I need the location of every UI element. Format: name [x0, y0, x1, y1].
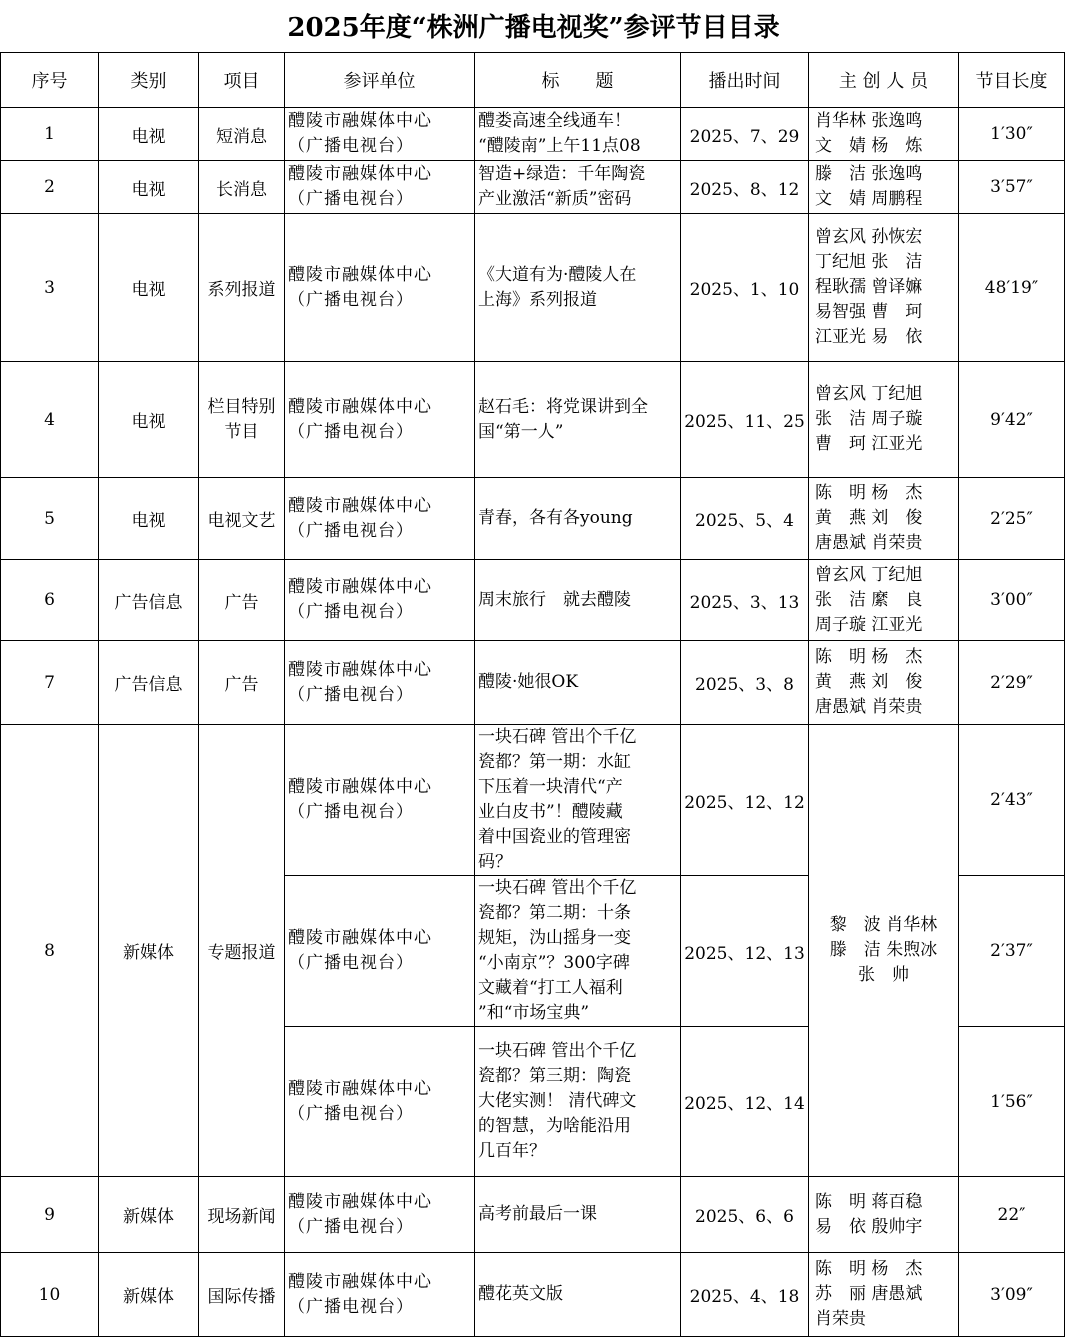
- table-row: [1, 560, 1065, 641]
- header-staff: 主 创 人 员: [809, 53, 959, 108]
- staff-line: 黄 燕 刘 俊: [815, 672, 923, 692]
- staff-line: 张 洁 縻 良: [815, 589, 923, 610]
- header-length: 节目长度: [959, 53, 1065, 108]
- cell-length: 3′57″: [959, 161, 1065, 214]
- cell-length: 22″: [959, 1177, 1065, 1253]
- staff-line: 张 帅: [858, 965, 909, 985]
- cell-staff: [809, 214, 959, 362]
- cell-category: 广告信息: [99, 641, 199, 725]
- cell-title: [475, 161, 681, 214]
- cell-title: [475, 108, 681, 161]
- staff-line: 陈 明 杨 杰: [815, 647, 923, 667]
- title-line: 青春，各有各young: [478, 508, 633, 528]
- cell-length: 3′09″: [959, 1253, 1065, 1337]
- cell-no: 8: [1, 725, 99, 1177]
- unit-line: 醴陵市融媒体中心: [288, 577, 432, 597]
- cell-unit: [285, 641, 475, 725]
- header-category: 类别: [99, 53, 199, 108]
- cell-staff: [809, 362, 959, 478]
- item-line: 节目: [224, 421, 259, 442]
- cell-no: 9: [1, 1177, 99, 1253]
- cell-no: 6: [1, 560, 99, 641]
- cell-air-time: 2025、11、25: [681, 362, 809, 478]
- cell-length: 1′30″: [959, 108, 1065, 161]
- cell-item: [199, 362, 285, 478]
- unit-line: 醴陵市融媒体中心: [288, 928, 432, 948]
- cell-category: 广告信息: [99, 560, 199, 641]
- unit-line: （广播电视台）: [288, 289, 414, 310]
- title-line: “醴陵南”上午11点08: [478, 136, 641, 156]
- title-line: 一块石碑 管出个千亿: [478, 878, 637, 898]
- staff-line: 陈 明 蒋百稳: [815, 1191, 923, 1212]
- title-line: 醴娄高速全线通车！: [478, 111, 631, 131]
- unit-line: （广播电视台）: [288, 136, 414, 156]
- unit-line: 醴陵市融媒体中心: [288, 777, 432, 797]
- cell-unit: [285, 1253, 475, 1337]
- cell-title: [475, 214, 681, 362]
- title-line: 一块石碑 管出个千亿: [478, 1041, 637, 1061]
- cell-item: 电视文艺: [199, 478, 285, 560]
- cell-category: 电视: [99, 108, 199, 161]
- cell-length: 2′43″: [959, 725, 1065, 876]
- cell-title: [475, 641, 681, 725]
- cell-unit: [285, 1027, 475, 1177]
- cell-air-time: 2025、3、8: [681, 641, 809, 725]
- cell-length: 2′29″: [959, 641, 1065, 725]
- staff-line: 易 依 殷帅宇: [815, 1216, 923, 1237]
- staff-line: 唐愚斌 肖荣贵: [815, 533, 923, 553]
- staff-line: 黎 波 肖华林: [829, 915, 938, 935]
- cell-no: 2: [1, 161, 99, 214]
- cell-category: 电视: [99, 161, 199, 214]
- cell-unit: [285, 560, 475, 641]
- title-line: 下压着一块清代“产: [478, 777, 623, 797]
- unit-line: 醴陵市融媒体中心: [288, 164, 432, 184]
- title-line: 上海》系列报道: [478, 289, 597, 310]
- cell-unit: [285, 108, 475, 161]
- staff-line: 程耿孺 曾译嫲: [815, 277, 923, 297]
- cell-category: 新媒体: [99, 1253, 199, 1337]
- cell-item: 国际传播: [199, 1253, 285, 1337]
- cell-unit: [285, 725, 475, 876]
- unit-line: （广播电视台）: [288, 802, 414, 822]
- title-line: 一块石碑 管出个千亿: [478, 727, 637, 747]
- staff-line: 肖华林 张逸鸣: [815, 111, 923, 131]
- table-row: [1, 725, 1065, 876]
- title-line: 产业激活“新质”密码: [478, 189, 632, 209]
- title-line: 文藏着“打工人福利: [478, 978, 623, 998]
- header-row: [1, 53, 1065, 108]
- header-unit: 参评单位: [285, 53, 475, 108]
- unit-line: （广播电视台）: [288, 1296, 414, 1317]
- cell-air-time: 2025、3、13: [681, 560, 809, 641]
- cell-item: 短消息: [199, 108, 285, 161]
- staff-line: 周子璇 江亚光: [815, 614, 923, 635]
- staff-line: 文 婧 杨 炼: [815, 136, 923, 156]
- staff-line: 曾玄风 丁纪旭: [815, 564, 923, 585]
- staff-line: 黄 燕 刘 俊: [815, 508, 923, 528]
- cell-no: 1: [1, 108, 99, 161]
- cell-title: [475, 1177, 681, 1253]
- page-title: 2025年度“株洲广播电视奖”参评节目目录: [287, 13, 780, 43]
- title-line: 码？: [478, 852, 512, 872]
- cell-unit: [285, 214, 475, 362]
- title-line: 醴陵·她很OK: [478, 672, 579, 692]
- cell-title: [475, 876, 681, 1027]
- cell-length: 2′37″: [959, 876, 1065, 1027]
- staff-line: 滕 洁 张逸鸣: [815, 164, 923, 184]
- item-line: 栏目特别: [207, 396, 276, 417]
- title-line: 业白皮书”！醴陵藏: [478, 802, 623, 822]
- program-table: [0, 52, 1065, 1337]
- cell-air-time: 2025、8、12: [681, 161, 809, 214]
- cell-category: 电视: [99, 214, 199, 362]
- cell-item: 系列报道: [199, 214, 285, 362]
- unit-line: 醴陵市融媒体中心: [288, 495, 432, 516]
- unit-line: （广播电视台）: [288, 1216, 414, 1237]
- cell-no: 3: [1, 214, 99, 362]
- header-title: 标 题: [475, 53, 681, 108]
- cell-staff: [809, 1253, 959, 1337]
- cell-title: [475, 362, 681, 478]
- staff-line: 易智强 曹 珂: [815, 302, 923, 322]
- cell-category: 新媒体: [99, 1177, 199, 1253]
- unit-line: 醴陵市融媒体中心: [288, 111, 432, 131]
- cell-item: 长消息: [199, 161, 285, 214]
- cell-category: 电视: [99, 478, 199, 560]
- unit-line: （广播电视台）: [288, 189, 414, 209]
- staff-line: 陈 明 杨 杰: [815, 483, 923, 503]
- title-line: 几百年？: [478, 1141, 546, 1161]
- title-line: 瓷都？第二期：十条: [478, 903, 631, 923]
- cell-length: 3′00″: [959, 560, 1065, 641]
- title-line: 周末旅行 就去醴陵: [478, 589, 631, 610]
- header-no: 序号: [1, 53, 99, 108]
- cell-item: 现场新闻: [199, 1177, 285, 1253]
- staff-line: 江亚光 易 依: [815, 327, 923, 347]
- staff-line: 陈 明 杨 杰: [815, 1259, 923, 1279]
- title-line: ”和“市场宝典”: [478, 1003, 590, 1023]
- cell-air-time: 2025、7、29: [681, 108, 809, 161]
- title-line: 规矩，沩山摇身一变: [478, 928, 631, 948]
- cell-unit: [285, 876, 475, 1027]
- table-row: [1, 214, 1065, 362]
- cell-staff: [809, 161, 959, 214]
- cell-item: 广告: [199, 560, 285, 641]
- title-line: 着中国瓷业的管理密: [478, 827, 631, 847]
- cell-category: 新媒体: [99, 725, 199, 1177]
- unit-line: 醴陵市融媒体中心: [288, 1191, 432, 1212]
- cell-unit: [285, 478, 475, 560]
- unit-line: 醴陵市融媒体中心: [288, 1271, 432, 1292]
- title-line: “小南京”？300字碑: [478, 953, 630, 973]
- staff-line: 文 婧 周鹏程: [815, 189, 923, 209]
- table-row: [1, 478, 1065, 560]
- staff-line: 张 洁 周子璇: [815, 409, 923, 429]
- title-line: 的智慧，为啥能沿用: [478, 1116, 631, 1136]
- cell-item: 专题报道: [199, 725, 285, 1177]
- cell-air-time: 2025、12、12: [681, 725, 809, 876]
- staff-line: 曹 珂 江亚光: [815, 434, 923, 454]
- unit-line: （广播电视台）: [288, 602, 414, 622]
- title-line: 赵石毛：将党课讲到全: [478, 396, 648, 417]
- cell-category: 电视: [99, 362, 199, 478]
- unit-line: （广播电视台）: [288, 953, 414, 973]
- title-line: 高考前最后一课: [478, 1204, 597, 1224]
- cell-title: [475, 1253, 681, 1337]
- staff-line: 曾玄风 丁纪旭: [815, 384, 923, 404]
- cell-staff: [809, 108, 959, 161]
- staff-line: 丁纪旭 张 洁: [815, 252, 923, 272]
- staff-line: 苏 丽 唐愚斌: [815, 1284, 923, 1304]
- title-line: 智造+绿造：千年陶瓷: [478, 164, 646, 184]
- unit-line: （广播电视台）: [288, 520, 414, 541]
- cell-air-time: 2025、6、6: [681, 1177, 809, 1253]
- unit-line: （广播电视台）: [288, 684, 414, 705]
- cell-title: [475, 478, 681, 560]
- cell-length: 9′42″: [959, 362, 1065, 478]
- title-line: 醴花英文版: [478, 1284, 563, 1304]
- header-air-time: 播出时间: [681, 53, 809, 108]
- staff-line: 滕 洁 朱煦冰: [829, 940, 938, 960]
- cell-no: 5: [1, 478, 99, 560]
- cell-length: 2′25″: [959, 478, 1065, 560]
- cell-air-time: 2025、5、4: [681, 478, 809, 560]
- cell-staff: [809, 1177, 959, 1253]
- cell-air-time: 2025、12、13: [681, 876, 809, 1027]
- title-line: 瓷都？第一期：水缸: [478, 752, 631, 772]
- table-row: [1, 161, 1065, 214]
- cell-length: 48′19″: [959, 214, 1065, 362]
- cell-unit: [285, 161, 475, 214]
- cell-staff: [809, 641, 959, 725]
- unit-line: 醴陵市融媒体中心: [288, 264, 432, 285]
- cell-no: 10: [1, 1253, 99, 1337]
- title-line: 瓷都？第三期：陶瓷: [478, 1066, 631, 1086]
- cell-air-time: 2025、12、14: [681, 1027, 809, 1177]
- cell-staff: [809, 560, 959, 641]
- cell-title: [475, 725, 681, 876]
- cell-air-time: 2025、4、18: [681, 1253, 809, 1337]
- table-row: [1, 641, 1065, 725]
- unit-line: 醴陵市融媒体中心: [288, 659, 432, 680]
- table-row: [1, 362, 1065, 478]
- cell-title: [475, 1027, 681, 1177]
- cell-air-time: 2025、1、10: [681, 214, 809, 362]
- title-line: 国“第一人”: [478, 421, 564, 442]
- cell-staff: [809, 725, 959, 1177]
- unit-line: 醴陵市融媒体中心: [288, 396, 432, 417]
- cell-unit: [285, 1177, 475, 1253]
- cell-staff: [809, 478, 959, 560]
- table-row: [1, 1177, 1065, 1253]
- staff-line: 唐愚斌 肖荣贵: [815, 697, 923, 717]
- title-line: 大佬实测！ 清代碑文: [478, 1091, 637, 1111]
- table-row: [1, 108, 1065, 161]
- cell-length: 1′56″: [959, 1027, 1065, 1177]
- unit-line: 醴陵市融媒体中心: [288, 1078, 432, 1099]
- cell-no: 4: [1, 362, 99, 478]
- staff-line: 肖荣贵: [815, 1309, 866, 1329]
- staff-line: 曾玄风 孙恢宏: [815, 227, 923, 247]
- header-item: 项目: [199, 53, 285, 108]
- cell-unit: [285, 362, 475, 478]
- cell-item: 广告: [199, 641, 285, 725]
- unit-line: （广播电视台）: [288, 1103, 414, 1124]
- title-line: 《大道有为·醴陵人在: [478, 264, 637, 285]
- unit-line: （广播电视台）: [288, 421, 414, 442]
- table-row: [1, 1253, 1065, 1337]
- cell-title: [475, 560, 681, 641]
- cell-no: 7: [1, 641, 99, 725]
